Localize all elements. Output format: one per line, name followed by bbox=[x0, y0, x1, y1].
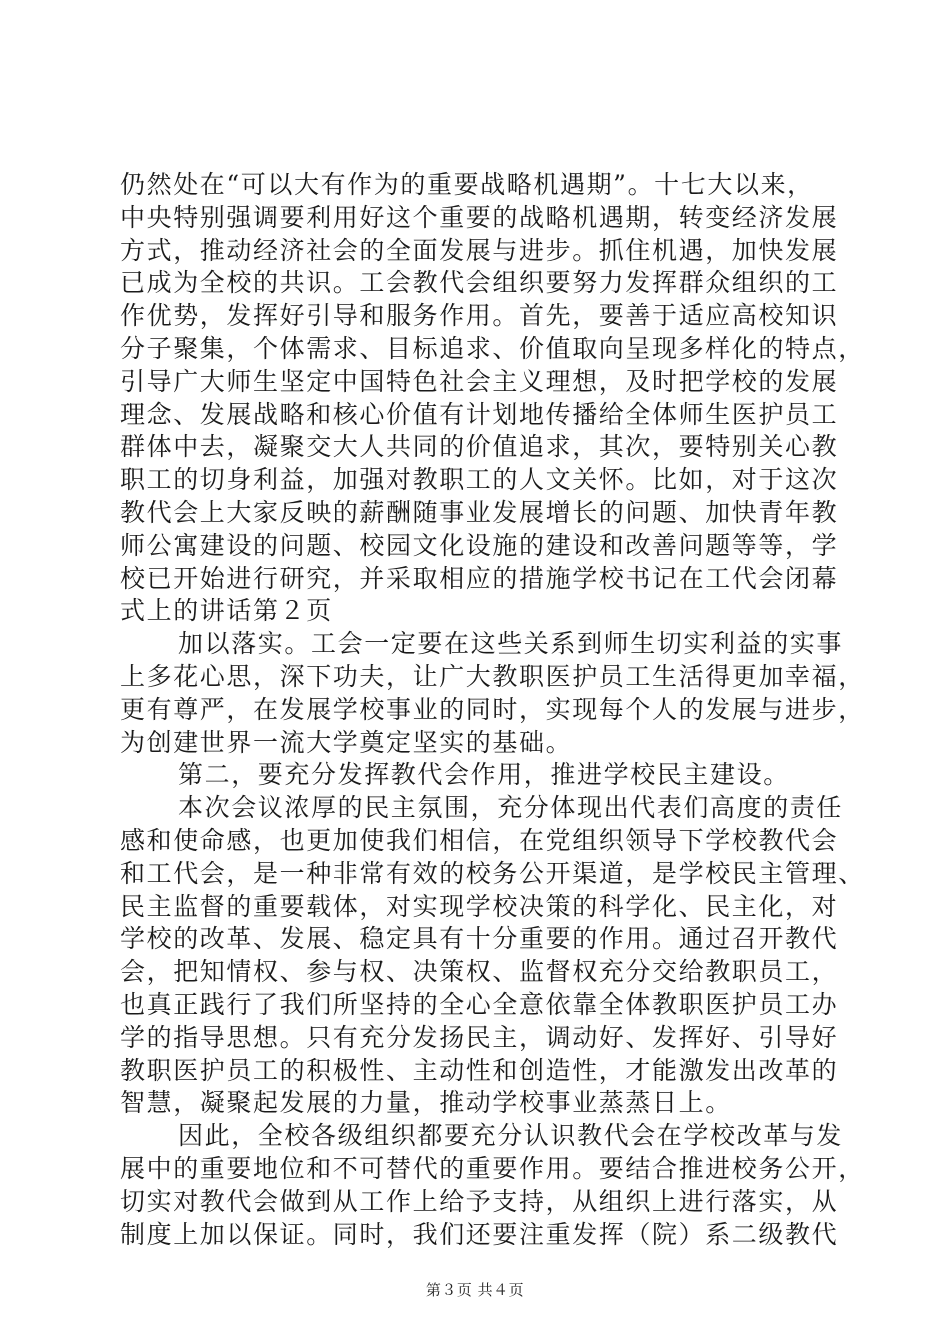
text-line: 也真正践行了我们所坚持的全心全意依靠全体教职医护员工办 bbox=[120, 989, 839, 1019]
text-line: 群体中去，凝聚交大人共同的价值追求，其次，要特别关心教 bbox=[120, 432, 839, 462]
text-line: 中央特别强调要利用好这个重要的战略机遇期，转变经济发展 bbox=[120, 202, 839, 232]
text-line: 教代会上大家反映的薪酬随事业发展增长的问题、加快青年教 bbox=[120, 497, 839, 527]
text-line: 切实对教代会做到从工作上给予支持，从组织上进行落实，从 bbox=[120, 1186, 839, 1216]
paragraph-first-line: 加以落实。工会一定要在这些关系到师生切实利益的实事 bbox=[178, 629, 844, 659]
text-line: 学的指导思想。只有充分发扬民主，调动好、发挥好、引导好 bbox=[120, 1022, 839, 1052]
text-line: 学校的改革、发展、稳定具有十分重要的作用。通过召开教代 bbox=[120, 924, 839, 954]
text-line: 更有尊严，在发展学校事业的同时，实现每个人的发展与进步， bbox=[120, 694, 865, 724]
body-text bbox=[120, 169, 865, 1251]
text-line: 引导广大师生坚定中国特色社会主义理想，及时把学校的发展 bbox=[120, 366, 839, 396]
text-line: 制度上加以保证。同时，我们还要注重发挥（院）系二级教代 bbox=[120, 1219, 839, 1249]
text-line: 已成为全校的共识。工会教代会组织要努力发挥群众组织的工 bbox=[120, 268, 839, 298]
text-line: 感和使命感，也更加使我们相信，在党组织领导下学校教代会 bbox=[120, 825, 839, 855]
paragraph-first-line: 本次会议浓厚的民主氛围，充分体现出代表们高度的责任 bbox=[178, 793, 844, 823]
text-line: 民主监督的重要载体，对实现学校决策的科学化、民主化，对 bbox=[120, 891, 839, 921]
text-line: 会，把知情权、参与权、决策权、监督权充分交给教职员工， bbox=[120, 957, 839, 987]
text-line: 上多花心思，深下功夫，让广大教职医护员工生活得更加幸福， bbox=[120, 661, 865, 691]
text-line: 校已开始进行研究，并采取相应的措施学校书记在工代会闭幕 bbox=[120, 563, 839, 593]
text-line: 师公寓建设的问题、校园文化设施的建设和改善问题等等，学 bbox=[120, 530, 839, 560]
text-line: 职工的切身利益，加强对教职工的人文关怀。比如，对于这次 bbox=[120, 465, 839, 495]
page-footer: 第３页 共４页 bbox=[425, 1281, 525, 1299]
text-line: 和工代会，是一种非常有效的校务公开渠道，是学校民主管理、 bbox=[120, 858, 865, 888]
text-line: 教职医护员工的积极性、主动性和创造性，才能激发出改革的 bbox=[120, 1055, 839, 1085]
text-line: 方式，推动经济社会的全面发展与进步。抓住机遇，加快发展 bbox=[120, 235, 839, 265]
text-line: 作优势，发挥好引导和服务作用。首先，要善于适应高校知识 bbox=[120, 301, 839, 331]
paragraph-first-line: 因此，全校各级组织都要充分认识教代会在学校改革与发 bbox=[178, 1121, 844, 1151]
text-line: 展中的重要地位和不可替代的重要作用。要结合推进校务公开， bbox=[120, 1153, 865, 1183]
text-line: 理念、发展战略和核心价值有计划地传播给全体师生医护员工 bbox=[120, 399, 839, 429]
text-line: 式上的讲话第２页 bbox=[120, 596, 333, 626]
text-line: 为创建世界一流大学奠定坚实的基础。 bbox=[120, 727, 573, 757]
section-heading: 第二，要充分发挥教代会作用，推进学校民主建设。 bbox=[178, 760, 790, 790]
text-line: 分子聚集，个体需求、目标追求、价值取向呈现多样化的特点， bbox=[120, 333, 865, 363]
text-line: 智慧，凝聚起发展的力量，推动学校事业蒸蒸日上。 bbox=[120, 1088, 732, 1118]
text-line: 仍然处在“可以大有作为的重要战略机遇期”。十七大以来， bbox=[120, 170, 814, 199]
